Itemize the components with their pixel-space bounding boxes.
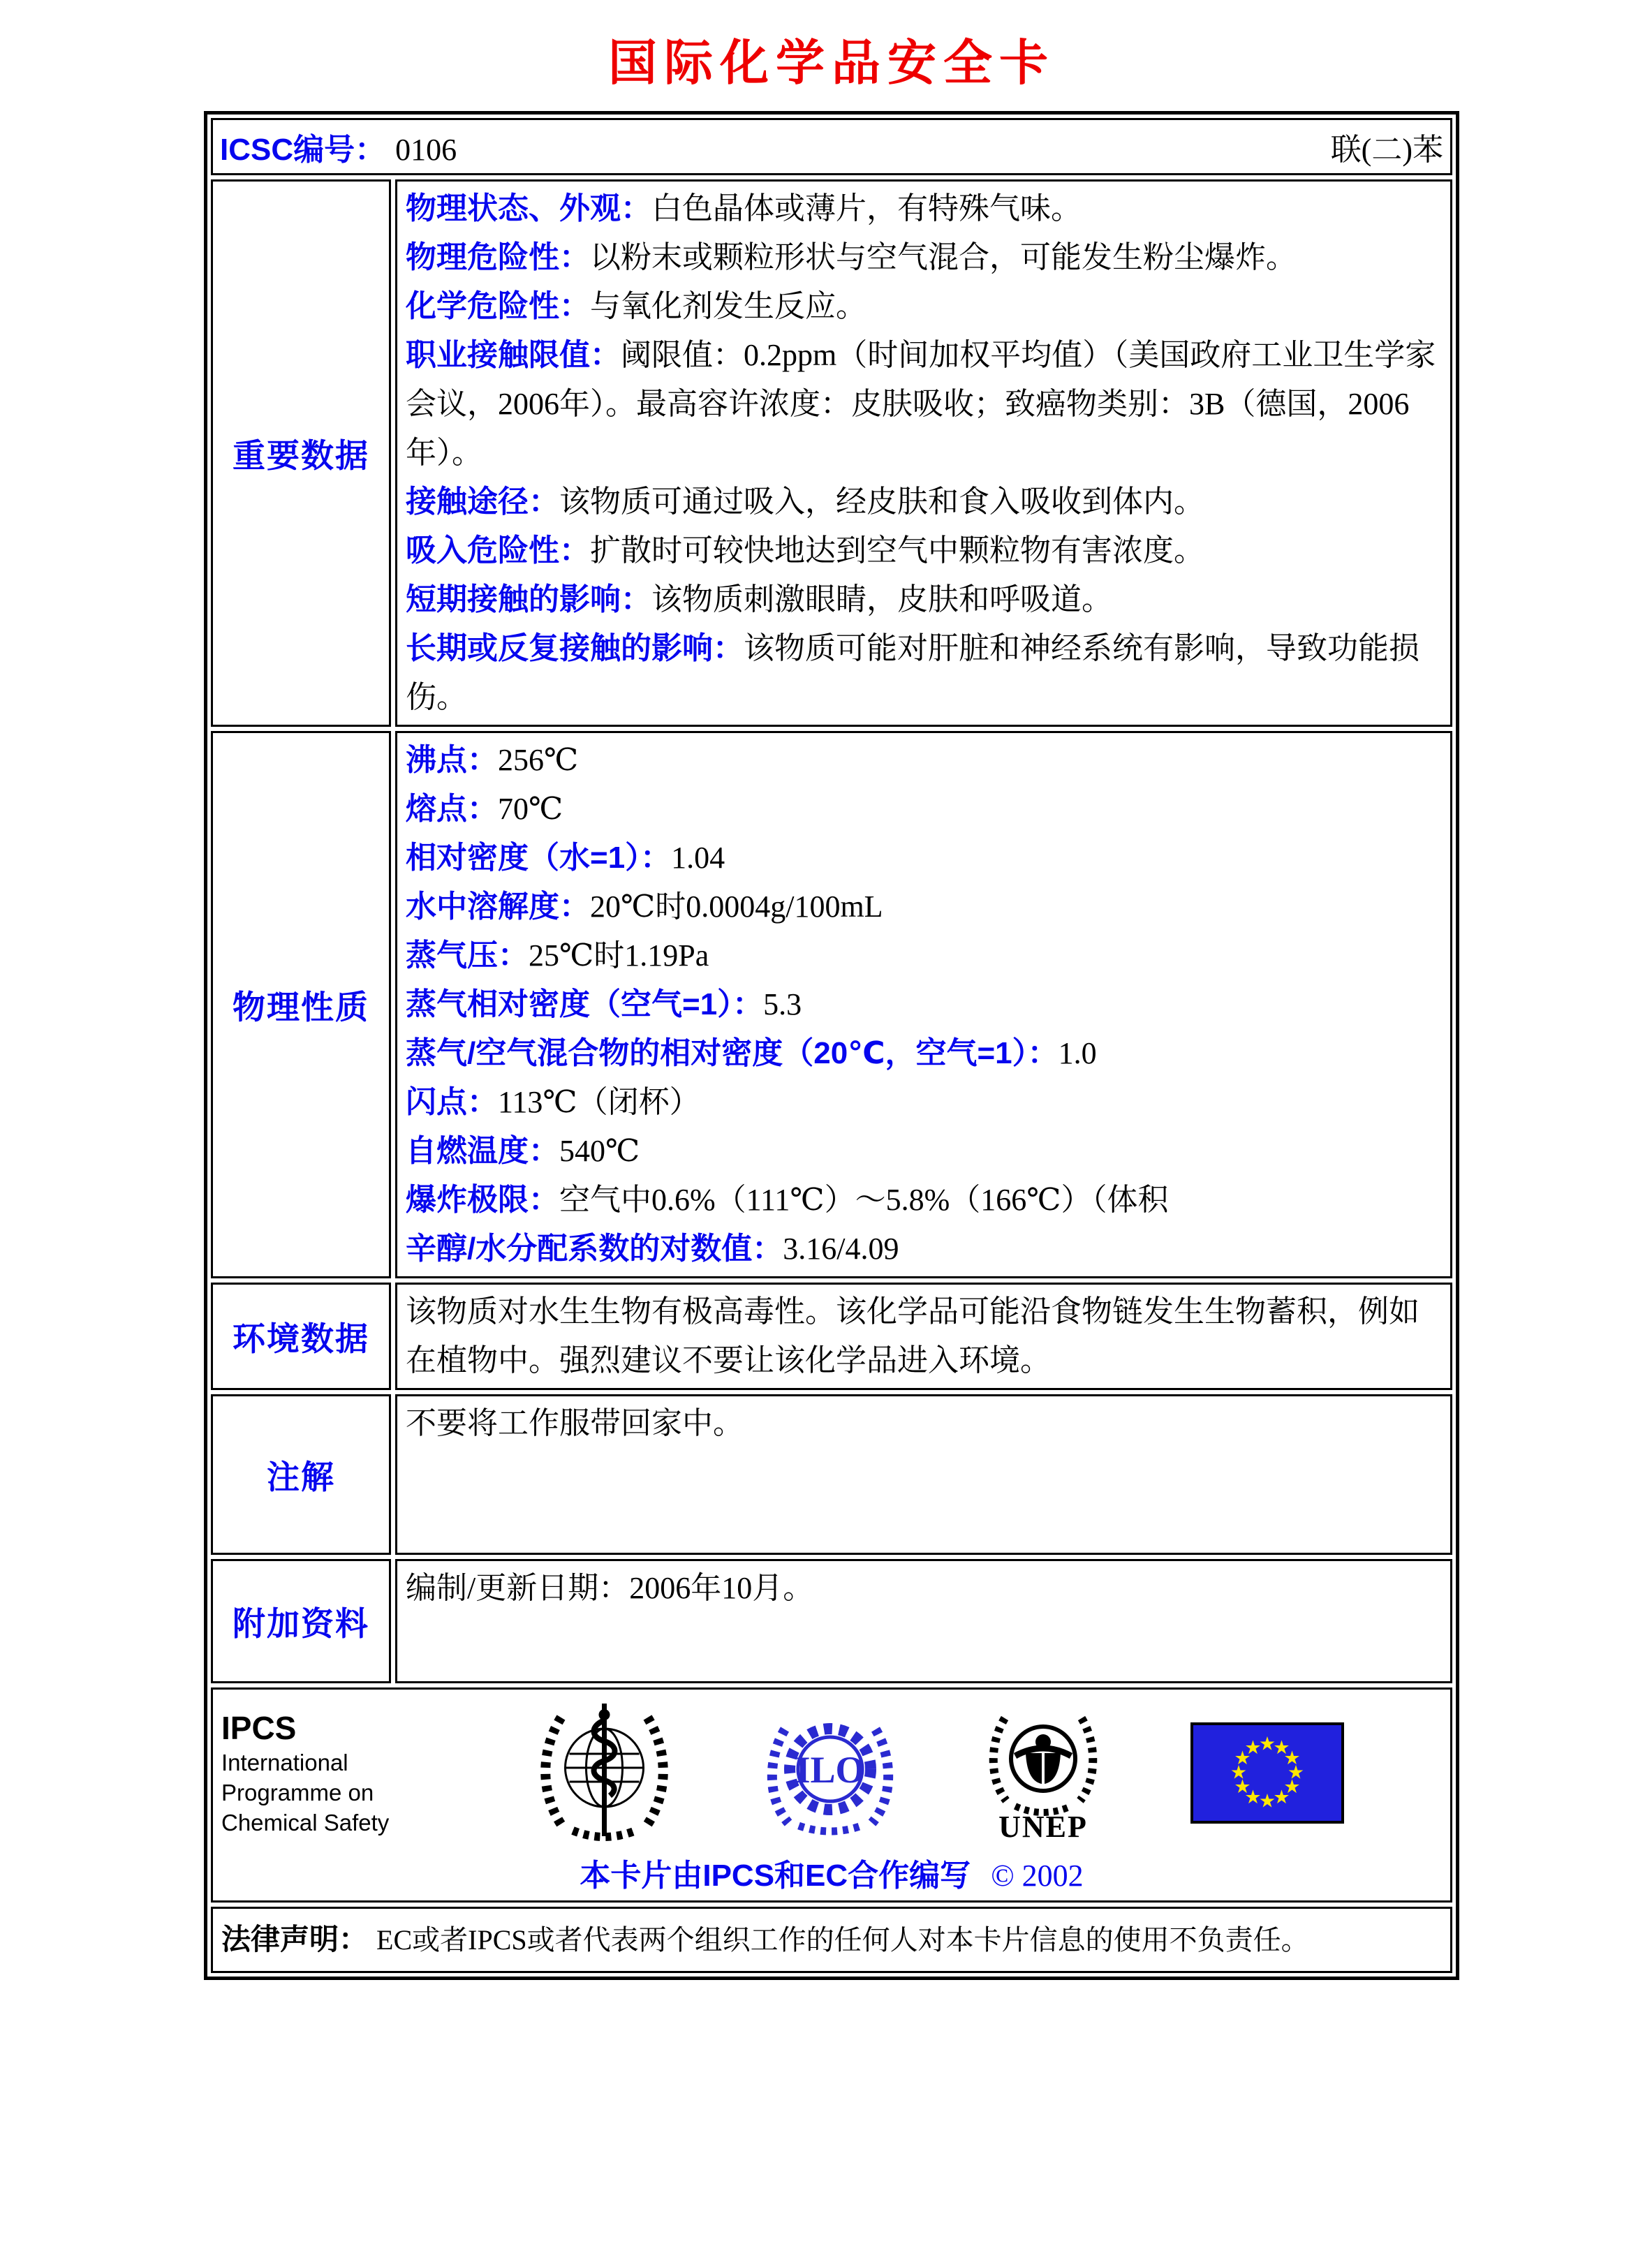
property-label: 水中溶解度： — [406, 889, 590, 924]
section-label-text: 环境数据 — [233, 1320, 369, 1357]
caption-text: 本卡片由IPCS和EC合作编写 — [580, 1859, 971, 1893]
property-value: 256℃ — [498, 743, 579, 777]
property-label: 相对密度（水=1）： — [406, 841, 672, 875]
property-row — [406, 1176, 1442, 1225]
section-text: 不要将工作服带回家中。 — [406, 1406, 744, 1440]
svg-text:★: ★ — [1234, 1747, 1251, 1769]
field-label: 物理危险性： — [406, 240, 590, 274]
field-row — [406, 331, 1442, 478]
icsc-number-label: ICSC编号： — [220, 133, 386, 167]
field-row — [406, 184, 1442, 233]
field-value: 与氧化剂发生反应。 — [590, 289, 866, 323]
ipcs-text-block — [221, 1708, 445, 1838]
property-value: 540℃ — [559, 1134, 640, 1168]
svg-text:★: ★ — [1230, 1761, 1248, 1783]
section-label-important-data — [211, 179, 391, 727]
section-content-important-data — [395, 179, 1452, 727]
property-label: 蒸气/空气混合物的相对密度（20℃，空气=1）： — [406, 1036, 1059, 1070]
section-content-additional-information — [395, 1559, 1452, 1683]
table-header-row — [211, 118, 1452, 175]
legal-row — [211, 1907, 1452, 1973]
field-value: 扩散时可较快地达到空气中颗粒物有害浓度。 — [590, 533, 1204, 568]
field-row — [406, 282, 1442, 331]
property-label: 爆炸极限： — [406, 1183, 559, 1217]
field-row — [406, 233, 1442, 282]
property-value: 70℃ — [498, 792, 563, 826]
property-value: 113℃（闭杯） — [498, 1085, 700, 1119]
field-label: 化学危险性： — [406, 289, 590, 323]
field-value: 该物质可能对肝脏和神经系统有影响，导致功能损伤。 — [406, 631, 1419, 714]
field-row — [406, 624, 1442, 722]
section-label-additional-information — [211, 1559, 391, 1683]
property-row — [406, 1029, 1442, 1078]
field-value: 以粉末或颗粒形状与空气混合，可能发生粉尘爆炸。 — [590, 240, 1297, 274]
svg-text:★: ★ — [1283, 1775, 1301, 1798]
legal-text: EC或者IPCS或者代表两个组织工作的任何人对本卡片信息的使用不负责任。 — [376, 1924, 1309, 1956]
chemical-name: 联(二)苯 — [1330, 133, 1443, 167]
svg-text:★: ★ — [1258, 1790, 1276, 1812]
field-label: 物理状态、外观： — [406, 191, 651, 226]
eu-flag-icon — [1190, 1722, 1344, 1824]
page-title: 国际化学品安全卡 — [608, 37, 1055, 91]
icsc-number-value: 0106 — [395, 133, 457, 167]
ilo-logo-text: ILO — [795, 1749, 865, 1791]
section-label-notes — [211, 1394, 391, 1555]
field-label: 短期接触的影响： — [406, 582, 651, 616]
ipcs-line: Chemical Safety — [221, 1809, 390, 1835]
legal-label: 法律声明： — [221, 1923, 369, 1956]
property-value: 3.16/4.09 — [783, 1232, 899, 1266]
property-label: 自燃温度： — [406, 1134, 559, 1168]
svg-text:★: ★ — [1287, 1761, 1305, 1783]
section-label-text: 注解 — [267, 1458, 335, 1495]
section-label-physical-properties — [211, 731, 391, 1278]
property-label: 闪点： — [406, 1085, 498, 1119]
field-label: 职业接触限值： — [406, 338, 621, 372]
svg-text:★: ★ — [1273, 1786, 1290, 1808]
unep-logo-icon — [984, 1703, 1102, 1842]
section-text: 编制/更新日期：2006年10月。 — [406, 1571, 814, 1605]
field-label: 接触途径： — [406, 485, 559, 519]
property-value: 空气中0.6%（111℃）～5.8%（166℃）（体积 — [559, 1183, 1169, 1217]
field-label: 长期或反复接触的影响： — [406, 631, 744, 665]
section-content-physical-properties — [395, 731, 1452, 1278]
property-row — [406, 931, 1442, 980]
svg-text:★: ★ — [1273, 1736, 1290, 1759]
field-row — [406, 478, 1442, 526]
property-row — [406, 1078, 1442, 1127]
property-row — [406, 882, 1442, 931]
svg-text:★: ★ — [1258, 1733, 1276, 1755]
section-label-environmental-data — [211, 1283, 391, 1390]
property-value: 5.3 — [763, 987, 802, 1021]
unep-logo-text: UNEP — [998, 1810, 1089, 1842]
ipcs-line: International — [221, 1749, 348, 1775]
svg-text:★: ★ — [1234, 1775, 1251, 1798]
property-label: 沸点： — [406, 743, 498, 777]
section-text: 该物质对水生生物有极高毒性。该化学品可能沿食物链发生生物蓄积，例如在植物中。强烈建议不要让该化学品进入环境。 — [406, 1294, 1419, 1377]
property-row — [406, 785, 1442, 834]
property-label: 熔点： — [406, 792, 498, 826]
property-label: 辛醇/水分配系数的对数值： — [406, 1232, 783, 1266]
field-value: 白色晶体或薄片，有特殊气味。 — [651, 191, 1082, 226]
field-value: 该物质可通过吸入，经皮肤和食入吸收到体内。 — [559, 485, 1204, 519]
section-content-notes — [395, 1394, 1452, 1555]
field-value: 该物质刺激眼睛，皮肤和呼吸道。 — [651, 582, 1112, 616]
ipcs-acronym: IPCS — [221, 1709, 297, 1746]
svg-text:★: ★ — [1244, 1736, 1262, 1759]
footer-logos-row — [211, 1687, 1452, 1903]
field-label: 吸入危险性： — [406, 533, 590, 568]
who-logo-icon — [533, 1699, 676, 1846]
section-label-text: 物理性质 — [233, 988, 369, 1026]
field-row — [406, 575, 1442, 624]
property-row — [406, 1127, 1442, 1176]
icsc-card-page — [0, 24, 1652, 1980]
copyright-text: © 2002 — [991, 1859, 1084, 1893]
property-row — [406, 834, 1442, 882]
ilo-logo-icon — [764, 1710, 897, 1835]
property-value: 25℃时1.19Pa — [529, 938, 709, 973]
property-row — [406, 1225, 1442, 1273]
icsc-table — [204, 111, 1459, 1980]
section-content-environmental-data — [395, 1283, 1452, 1390]
property-value: 1.04 — [671, 841, 725, 875]
section-label-text: 附加资料 — [233, 1604, 369, 1642]
field-value: 阈限值：0.2ppm（时间加权平均值）（美国政府工业卫生学家会议，2006年）。最高容许浓度：皮肤吸收；致癌物类别：3B（德国，2006年）。 — [406, 338, 1436, 470]
property-value: 1.0 — [1058, 1036, 1097, 1070]
logos-group — [221, 1699, 1442, 1846]
cooperation-caption — [221, 1850, 1442, 1895]
property-label: 蒸气压： — [406, 938, 529, 973]
property-row — [406, 980, 1442, 1029]
svg-text:★: ★ — [1244, 1786, 1262, 1808]
property-label: 蒸气相对密度（空气=1）： — [406, 987, 764, 1021]
section-label-text: 重要数据 — [233, 436, 369, 474]
ipcs-line: Programme on — [221, 1779, 374, 1805]
field-row — [406, 526, 1442, 575]
property-row — [406, 736, 1442, 785]
svg-text:★: ★ — [1283, 1747, 1301, 1769]
property-value: 20℃时0.0004g/100mL — [590, 889, 883, 924]
icsc-number-group — [220, 124, 457, 169]
